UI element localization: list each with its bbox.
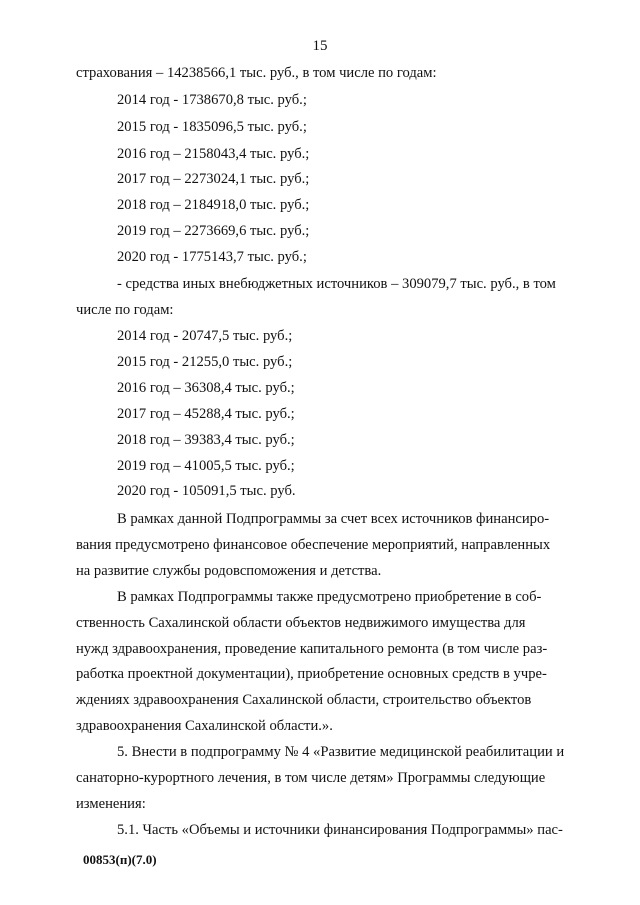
text-line: 2017 год – 2273024,1 тыс. руб.; <box>117 171 310 187</box>
text-line: ственность Сахалинской области объектов недвижимого имущества для <box>76 615 526 631</box>
text-line: 2014 год - 1738670,8 тыс. руб.; <box>117 92 307 108</box>
text-line: В рамках Подпрограммы также предусмотрено приобретение в соб- <box>117 589 542 605</box>
text-line: - средства иных внебюджетных источников – 309079,7 тыс. руб., в том <box>117 276 556 292</box>
text-line: работка проектной документации), приобретение основных средств в учре- <box>76 666 547 682</box>
text-line: 2017 год – 45288,4 тыс. руб.; <box>117 406 295 422</box>
text-line: 2020 год - 1775143,7 тыс. руб.; <box>117 249 307 265</box>
text-line: 2018 год – 39383,4 тыс. руб.; <box>117 432 295 448</box>
text-line: на развитие службы родовспоможения и детства. <box>76 563 382 579</box>
text-line: 2015 год - 1835096,5 тыс. руб.; <box>117 119 307 135</box>
text-line: ждениях здравоохранения Сахалинской области, строительство объектов <box>76 692 532 708</box>
text-line: 2014 год - 20747,5 тыс. руб.; <box>117 328 293 344</box>
footer-code: 00853(п)(7.0) <box>83 852 157 867</box>
page-number: 15 <box>312 38 328 54</box>
text-line: В рамках данной Подпрограммы за счет всех источников финансиро- <box>117 511 550 527</box>
text-line: 2018 год – 2184918,0 тыс. руб.; <box>117 197 310 213</box>
text-line: нужд здравоохранения, проведение капитального ремонта (в том числе раз- <box>76 641 548 657</box>
text-line: 2020 год - 105091,5 тыс. руб. <box>117 483 296 499</box>
text-line: санаторно-курортного лечения, в том числе детям» Программы следующие <box>76 770 546 786</box>
text-line: 2016 год – 36308,4 тыс. руб.; <box>117 380 295 396</box>
text-line: страхования – 14238566,1 тыс. руб., в том числе по годам: <box>76 65 437 81</box>
text-line: 2016 год – 2158043,4 тыс. руб.; <box>117 146 310 162</box>
text-line: 5.1. Часть «Объемы и источники финансирования Подпрограммы» пас- <box>117 822 563 838</box>
text-line: числе по годам: <box>76 302 174 318</box>
text-line: 2019 год – 2273669,6 тыс. руб.; <box>117 223 310 239</box>
text-line: изменения: <box>76 796 146 812</box>
text-line: 2015 год - 21255,0 тыс. руб.; <box>117 354 293 370</box>
text-line: здравоохранения Сахалинской области.». <box>76 718 333 734</box>
text-line: 2019 год – 41005,5 тыс. руб.; <box>117 458 295 474</box>
text-line: 5. Внести в подпрограмму № 4 «Развитие медицинской реабилитации и <box>117 744 565 760</box>
text-line: вания предусмотрено финансовое обеспечение мероприятий, направленных <box>76 537 551 553</box>
